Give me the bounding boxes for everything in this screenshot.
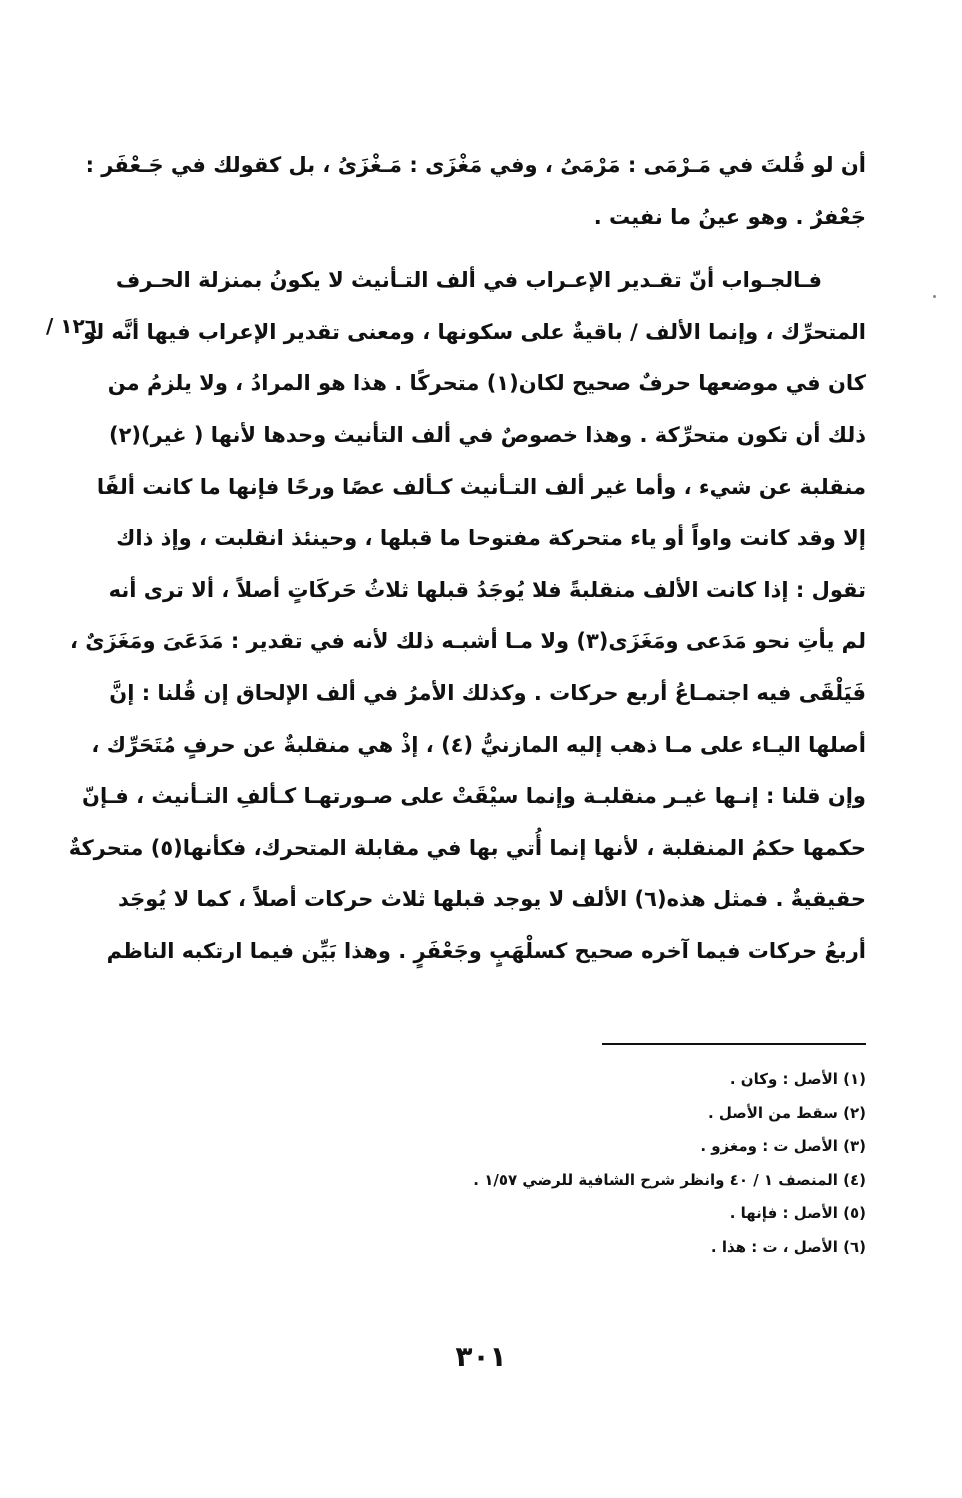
page-number: ٣٠١ [455, 1340, 507, 1373]
footnote-item: (٤) المنصف ١ / ٤٠ وانظر شرح الشافية للرضي ١/٥٧ . [473, 1170, 866, 1189]
text-line: أصلها اليـاء على مـا ذهب إليه المازنيُّ (٤) ، إذْ هي منقلبةٌ عن حرفٍ مُتَحَرِّك ، [91, 732, 866, 757]
footnote-item: (٣) الأصل ت : ومغزو . [700, 1137, 866, 1156]
text-line: فَيَلْقَى فيه اجتمـاعُ أربع حركات . وكذلك الأمرُ في ألف الإلحاق إن قُلنا : إنَّ [109, 680, 866, 705]
text-line: لم يأتِ نحو مَدَعى ومَغَزَى(٣) ولا مـا أشبـه ذلك لأنه في تقدير : مَدَعَىَ ومَغَزَىٌ ، [69, 629, 866, 654]
footnote-separator [602, 1043, 866, 1045]
text-line: وإن قلنا : إنـها غيـر منقلبـة وإنما سيْقَتْ على صـورتهـا كـألفِ التـأنيث ، فـإنّ [82, 784, 866, 809]
text-line: فـالجـواب أنّ تقـدير الإعـراب في ألف التـأنيث لا يكونُ بمنزلة الحـرف [115, 268, 822, 293]
text-line: أربعُ حركات فيما آخره صحيح كسلْهَبٍ وجَعْفَرٍ . وهذا بَيِّن فيما ارتكبه الناظم [106, 938, 866, 963]
text-line: ذلك أن تكون متحرِّكة . وهذا خصوصٌ في ألف التأنيث وحدها لأنها ( غير)(٢) [108, 422, 866, 447]
text-line: المتحرِّك ، وإنما الألف / باقيةٌ على سكونها ، ومعنى تقدير الإعراب فيها أنَّه لو [83, 319, 866, 344]
footnotes [300, 1063, 866, 1265]
text-line: كان في موضعها حرفٌ صحيح لكان(١) متحركًا . هذا هو المرادُ ، ولا يلزمُ من [107, 371, 866, 396]
scan-speck [933, 295, 936, 298]
text-line: إلا وقد كانت واواً أو ياء متحركة مفتوحا ما قبلها ، وحينئذ انقلبت ، وإذ ذاك [116, 526, 866, 551]
footnote-item: (٦) الأصل ، ت : هذا . [710, 1237, 866, 1256]
text-line: أن لو قُلتَ في مَـرْمَى : مَرْمَىُ ، وفي مَغْزَى : مَـغْزَىُ ، بل كقولك في جَـعْفَر : [85, 153, 866, 177]
margin-folio-note: ١٢٦ / [46, 314, 97, 338]
footnote-item: (٥) الأصل : فإنها . [729, 1204, 866, 1223]
text-line: تقول : إذا كانت الألف منقلبةً فلا يُوجَدُ قبلها ثلاثُ حَركَاتٍ أصلاً ، ألا ترى أنه [108, 577, 866, 602]
text-line: منقلبة عن شيء ، وأما غير ألف التـأنيث كـألف عصًا ورحًا فإنها ما كانت ألفًا [96, 474, 866, 499]
text-line: حقيقيةٌ . فمثل هذه(٦) الألف لا يوجد قبلها ثلاث حركات أصلاً ، كما لا يُوجَد [117, 887, 866, 912]
text-line: جَعْفرٌ . وهو عينُ ما نفيت . [593, 204, 866, 229]
footnote-item: (١) الأصل : وكان . [729, 1070, 866, 1088]
footnote-item: (٢) سقط من الأصل . [707, 1103, 866, 1122]
text-line: حكمها حكمُ المنقلبة ، لأنها إنما أُتي بها في مقابلة المتحرك، فكأنها(٥) متحركةٌ [68, 835, 866, 860]
